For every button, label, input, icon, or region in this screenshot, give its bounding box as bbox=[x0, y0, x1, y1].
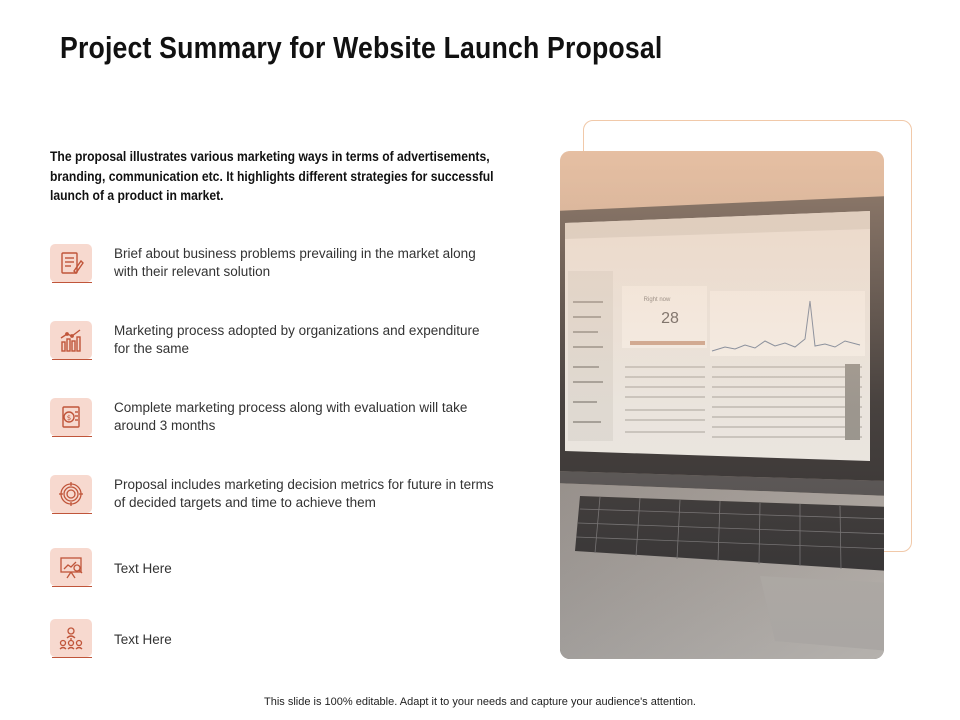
list-item bbox=[50, 548, 500, 598]
footer-note: This slide is 100% editable. Adapt it to your needs and capture your audience's attention. bbox=[264, 696, 696, 708]
item-underline bbox=[52, 586, 92, 587]
list-item bbox=[50, 321, 500, 371]
item-text: Proposal includes marketing decision metrics for future in terms of decided targets and time to achieve them bbox=[114, 477, 494, 510]
laptop-photo bbox=[560, 151, 884, 659]
item-underline bbox=[52, 359, 92, 360]
item-underline bbox=[52, 436, 92, 437]
item-text: Marketing process adopted by organizations and expenditure for the same bbox=[114, 323, 480, 356]
item-underline bbox=[52, 657, 92, 658]
item-underline bbox=[52, 282, 92, 283]
item-text: Complete marketing process along with evaluation will take around 3 months bbox=[114, 400, 468, 433]
list-item bbox=[50, 244, 500, 294]
intro-paragraph: The proposal illustrates various marketing ways in terms of advertisements, branding, communication etc. It highlights different strategies for successful launch of a product in market. bbox=[50, 149, 494, 203]
list-item bbox=[50, 398, 500, 448]
bar-chart-icon bbox=[50, 321, 92, 359]
svg-text:$: $ bbox=[66, 414, 72, 422]
page-title: Project Summary for Website Launch Proposal bbox=[60, 30, 663, 65]
item-underline bbox=[52, 513, 92, 514]
dollar-document-icon bbox=[50, 398, 92, 436]
list-item bbox=[50, 475, 500, 525]
item-text: Text Here bbox=[114, 561, 172, 576]
target-dollar-icon bbox=[50, 475, 92, 513]
item-text: Text Here bbox=[114, 632, 172, 647]
item-text: Brief about business problems prevailing in the market along with their relevant solution bbox=[114, 246, 476, 279]
document-edit-icon bbox=[50, 244, 92, 282]
team-network-icon bbox=[50, 619, 92, 657]
list-item bbox=[50, 619, 500, 669]
presentation-board-icon bbox=[50, 548, 92, 586]
